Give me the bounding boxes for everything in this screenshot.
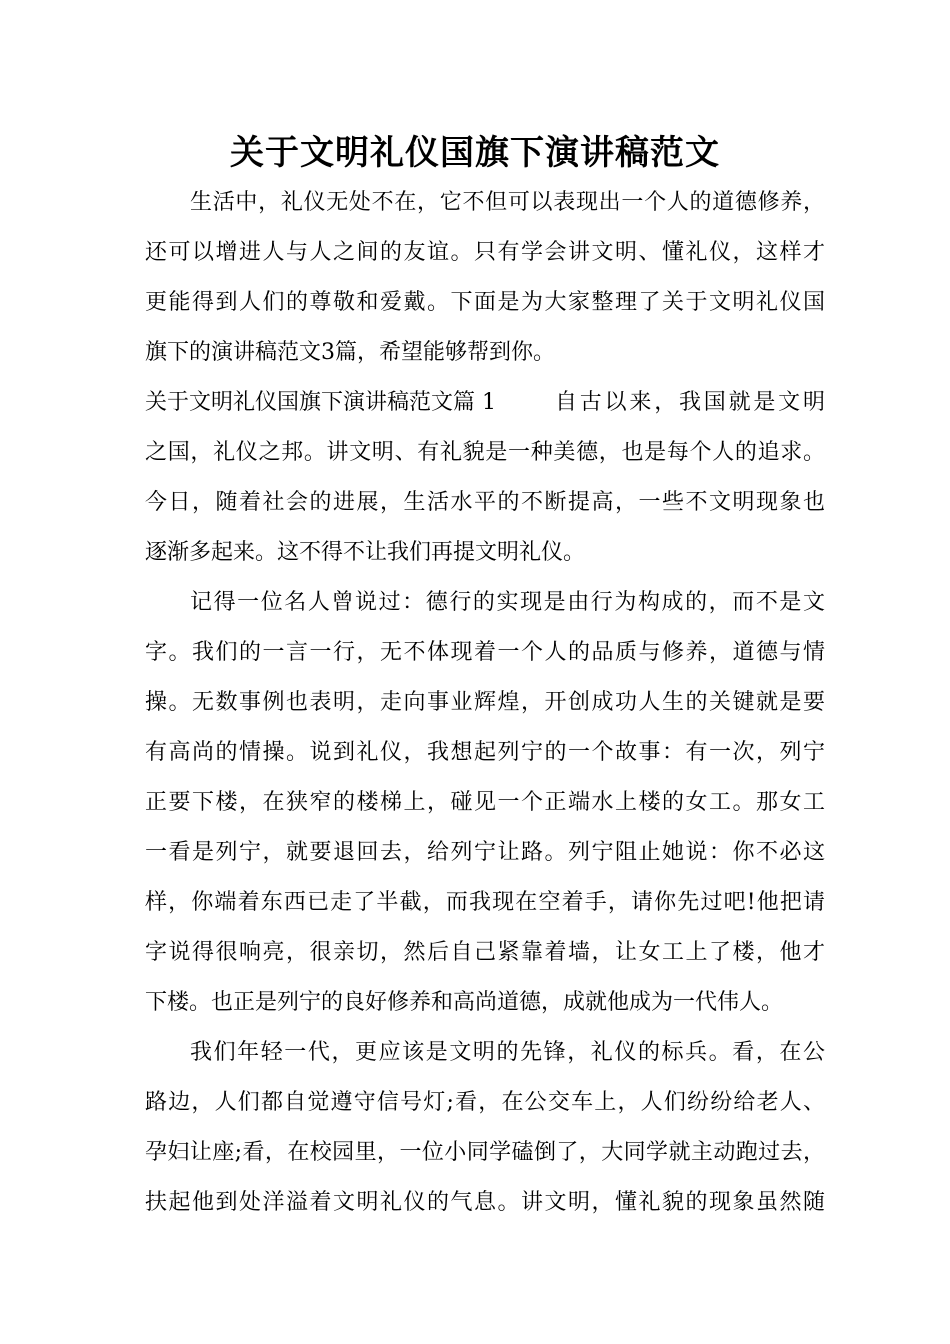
p3-line-1: 我们年轻一代，更应该是文明的先锋，礼仪的标兵。看，在公 (190, 1040, 825, 1065)
p3-line-3: 孕妇让座;看，在校园里，一位小同学磕倒了，大同学就主动跑过去， (145, 1140, 825, 1165)
p2-line-8: 字说得很响亮，很亲切，然后自己紧靠着墙，让女工上了楼，他才 (145, 940, 825, 965)
p2-line-1: 记得一位名人曾说过：德行的实现是由行为构成的，而不是文 (190, 590, 825, 615)
p3-line-2: 路边，人们都自觉遵守信号灯;看，在公交车上，人们纷纷给老人、 (145, 1090, 825, 1115)
document-title: 关于文明礼仪国旗下演讲稿范文 (230, 133, 720, 173)
p1-line-2: 今日，随着社会的进展，生活水平的不断提高，一些不文明现象也 (145, 490, 825, 515)
p2-line-7: 样，你端着东西已走了半截，而我现在空着手，请你先过吧!他把请 (145, 890, 825, 915)
intro-line-1: 生活中，礼仪无处不在，它不但可以表现出一个人的道德修养， (190, 190, 825, 215)
intro-line-2: 还可以增进人与人之间的友谊。只有学会讲文明、懂礼仪，这样才 (145, 240, 825, 265)
intro-line-3: 更能得到人们的尊敬和爱戴。下面是为大家整理了关于文明礼仪国 (145, 290, 825, 315)
p2-line-6: 一看是列宁，就要退回去，给列宁让路。列宁阻止她说：你不必这 (145, 840, 825, 865)
section-heading-tail: 自古以来，我国就是文明 (555, 390, 825, 415)
p2-line-2: 字。我们的一言一行，无不体现着一个人的品质与修养，道德与情 (145, 640, 825, 665)
p2-line-9: 下楼。也正是列宁的良好修养和高尚道德，成就他成为一代伟人。 (145, 990, 784, 1015)
p1-line-1: 之国，礼仪之邦。讲文明、有礼貌是一种美德，也是每个人的追求。 (145, 440, 825, 465)
p1-line-3: 逐渐多起来。这不得不让我们再提文明礼仪。 (145, 540, 586, 565)
intro-line-4: 旗下的演讲稿范文3篇，希望能够帮到你。 (145, 340, 555, 365)
p3-line-4: 扶起他到处洋溢着文明礼仪的气息。讲文明，懂礼貌的现象虽然随 (145, 1190, 825, 1215)
p2-line-5: 正要下楼，在狭窄的楼梯上，碰见一个正端水上楼的女工。那女工 (145, 790, 825, 815)
p2-line-4: 有高尚的情操。说到礼仪，我想起列宁的一个故事：有一次，列宁 (145, 740, 825, 765)
p2-line-3: 操。无数事例也表明，走向事业辉煌，开创成功人生的关键就是要 (145, 690, 825, 715)
section-heading: 关于文明礼仪国旗下演讲稿范文篇 1 (145, 390, 496, 415)
